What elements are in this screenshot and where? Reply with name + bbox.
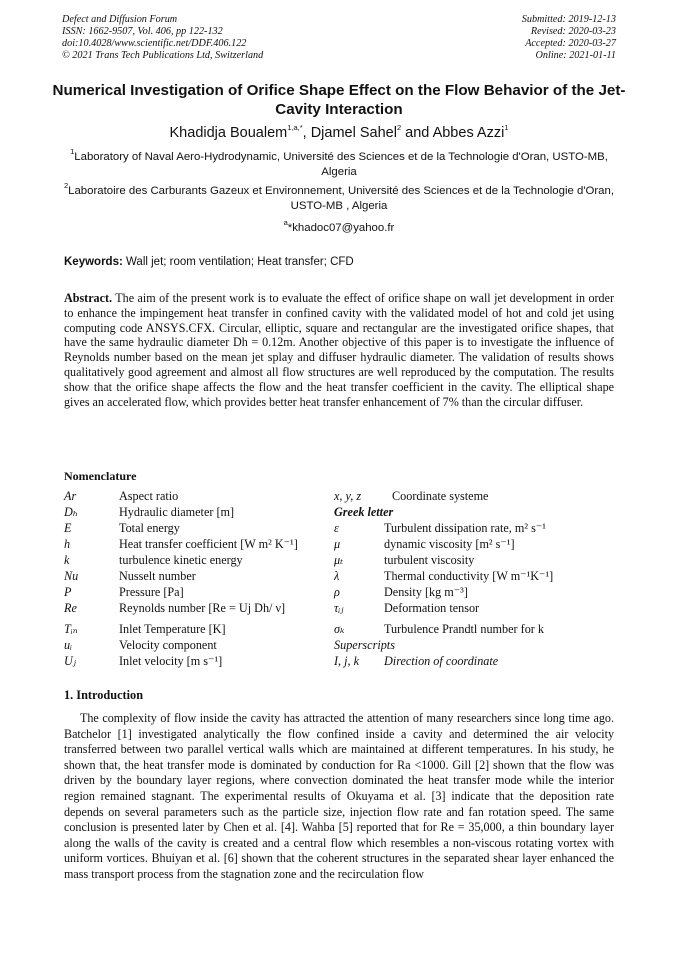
nomenclature-row — [64, 600, 334, 616]
nomenclature-row — [334, 600, 614, 616]
nomenclature-symbol: h — [64, 537, 71, 551]
introduction-paragraph: The complexity of flow inside the cavity has attracted the attention of many researchers since long time ago. Batchelor [1] investigated analytically the flow confined inside a cavity and determined the air velocity transferred between two parallel vertical walls which are maintained at different temperatures. In his study, he shown that, the heat transfer mode is dominated by conduction for Ra <1000. Gill [2] shown that the flow was driven by the boundary layer regions, where convection dominated the heat transfer mode while the interior region remained stagnant. The experimental results of Okuyama et al. [3] indicate that the deposition rate depends on several parameters such as the particle size, injection flow rate and fan rotation speed. The same conclusion is presented later by Chen et al. [4]. Wahba [5] reported that for Re = 35,000, a thin boundary layer along the walls of the cavity is created and a central flow which resembles a non-viscous rotating vortex with uniform vortices. Bhuiyan et al. [6] shown that the coherent structures in the separated shear layer enhanced the mass transport process from the stagnation zone and the recirculation flow — [64, 711, 614, 881]
nomenclature-description: Inlet velocity [m s⁻¹] — [119, 654, 223, 668]
affiliation-1 — [60, 147, 618, 179]
nomenclature-row — [334, 653, 614, 669]
nomenclature-symbol: σₖ — [334, 622, 345, 636]
nomenclature-symbol: Tᵢₙ — [64, 622, 78, 636]
nomenclature-description: Thermal conductivity [W m⁻¹K⁻¹] — [384, 569, 554, 583]
nomenclature-row — [64, 520, 334, 536]
author-2: , Djamel Sahel — [302, 125, 397, 141]
nomenclature-symbol: Dₕ — [64, 505, 79, 519]
nomenclature-description: Pressure [Pa] — [119, 585, 184, 599]
author-1-sup: 1,a,* — [287, 123, 303, 133]
nomenclature-symbol: uᵢ — [64, 638, 73, 652]
nomenclature-row — [64, 488, 334, 504]
nomenclature-row — [334, 536, 614, 552]
nomenclature-description: Inlet Temperature [K] — [119, 622, 226, 636]
paper-title: Numerical Investigation of Orifice Shape Effect on the Flow Behavior of the Jet-Cavity Interaction — [52, 82, 626, 118]
nomenclature-title: Nomenclature — [64, 469, 137, 483]
nomenclature-symbol: Ar — [64, 489, 77, 503]
superscripts-heading: Superscripts — [334, 638, 395, 652]
abstract-label: Abstract. — [64, 291, 113, 305]
corresponding-email — [60, 218, 618, 234]
nomenclature-description: Turbulence Prandtl number for k — [384, 622, 544, 636]
nomenclature-symbol: k — [64, 553, 70, 567]
nomenclature-row — [64, 637, 334, 653]
nomenclature-description: dynamic viscosity [m² s⁻¹] — [384, 537, 515, 551]
nomenclature-description: Aspect ratio — [119, 489, 179, 503]
nomenclature-description: Deformation tensor — [384, 601, 480, 615]
nomenclature-left-column — [64, 488, 334, 669]
nomenclature-row — [334, 621, 614, 637]
nomenclature-row — [334, 552, 614, 568]
keywords-text: Wall jet; room ventilation; Heat transfer; CFD — [122, 256, 354, 268]
nomenclature-right-column — [334, 488, 614, 669]
affiliation-1-sup: 1 — [70, 147, 75, 157]
nomenclature-row — [334, 488, 614, 504]
revised-date: Revised: 2020-03-23 — [530, 26, 616, 37]
nomenclature-description: Nusselt number — [119, 569, 196, 583]
author-list — [40, 124, 638, 142]
keywords-label: Keywords: — [64, 256, 123, 268]
nomenclature-symbol: μₜ — [334, 553, 344, 567]
online-date: Online: 2021-01-11 — [535, 50, 616, 61]
nomenclature-description: turbulence kinetic energy — [119, 553, 243, 567]
affiliation-2 — [60, 181, 618, 213]
journal-name: Defect and Diffusion Forum — [62, 14, 178, 25]
dates-header — [522, 14, 616, 62]
nomenclature-symbol: μ — [334, 537, 341, 551]
nomenclature-description: Heat transfer coefficient [W m² K⁻¹] — [119, 537, 298, 551]
nomenclature-row — [64, 568, 334, 584]
doi-line: doi:10.4028/www.scientific.net/DDF.406.122 — [62, 38, 247, 49]
accepted-date: Accepted: 2020-03-27 — [525, 38, 616, 49]
nomenclature-row — [64, 621, 334, 637]
section-heading-introduction: 1. Introduction — [64, 688, 144, 702]
nomenclature-symbol: I, j, k — [334, 654, 360, 668]
nomenclature-row — [334, 637, 614, 653]
nomenclature-description: Turbulent dissipation rate, m² s⁻¹ — [384, 521, 546, 535]
nomenclature-row — [334, 504, 614, 520]
nomenclature-symbol: Nu — [64, 569, 79, 583]
nomenclature-symbol: P — [64, 585, 72, 599]
submitted-date: Submitted: 2019-12-13 — [521, 14, 616, 25]
keywords-line — [64, 256, 354, 268]
nomenclature-row — [64, 552, 334, 568]
email-address[interactable]: *khadoc07@yahoo.fr — [287, 222, 395, 234]
author-3: and Abbes Azzi — [401, 125, 505, 141]
nomenclature-symbol: Uⱼ — [64, 654, 77, 668]
nomenclature-row — [334, 584, 614, 600]
abstract-paragraph — [64, 291, 614, 409]
nomenclature-description: turbulent viscosity — [384, 553, 475, 567]
nomenclature-symbol: λ — [334, 569, 340, 583]
nomenclature-row — [64, 584, 334, 600]
nomenclature-symbol: ε — [334, 521, 339, 535]
nomenclature-symbol: E — [64, 521, 72, 535]
nomenclature-row — [64, 653, 334, 669]
affiliation-2-sup: 2 — [63, 181, 69, 191]
nomenclature-description: Coordinate systeme — [392, 489, 489, 503]
affiliation-2-text: Laboratoire des Carburants Gazeux et Environnement, Université des Sciences et de la Technologie d'Oran, USTO-MB , Algeria — [68, 185, 615, 212]
nomenclature-row — [334, 568, 614, 584]
email-sup: a — [283, 218, 288, 228]
nomenclature-symbol: ρ — [334, 585, 340, 599]
nomenclature-description: Velocity component — [119, 638, 217, 652]
nomenclature-description: Reynolds number [Re = Uj Dh/ ν] — [119, 601, 286, 615]
issn-line: ISSN: 1662-9507, Vol. 406, pp 122-132 — [62, 26, 223, 37]
affiliation-1-text: Laboratory of Naval Aero-Hydrodynamic, Université des Sciences et de la Technologie d'Oran, USTO-MB, Algeria — [74, 151, 608, 178]
greek-letter-heading: Greek letter — [334, 505, 394, 519]
author-3-sup: 1 — [504, 123, 509, 133]
nomenclature-description: Direction of coordinate — [384, 654, 499, 668]
nomenclature-row — [334, 520, 614, 536]
nomenclature-symbol: Re — [64, 601, 77, 615]
nomenclature-description: Density [kg m⁻³] — [384, 585, 468, 599]
nomenclature-row — [64, 504, 334, 520]
nomenclature-symbol: τᵢⱼ — [334, 601, 344, 615]
nomenclature-description: Hydraulic diameter [m] — [119, 505, 235, 519]
nomenclature-row — [64, 536, 334, 552]
author-1: Khadidja Boualem — [169, 125, 288, 141]
nomenclature-description: Total energy — [119, 521, 180, 535]
abstract-text: The aim of the present work is to evaluate the effect of orifice shape on wall jet development in order to enhance the impingement heat transfer in confined cavity with the validated model of hot and cold jet using computing code ANSYS.CFX. Circular, elliptic, square and rectangular are the investigated orifice shapes, that have the same hydraulic diameter Dh = 0.12m. Another objective of this paper is to investigate the influence of Reynolds number based on the mean jet splay and diffuser hydraulic diameter. The validation of results shows qualitatively good agreement and almost all flow structures are well reproduced by the computation. The results show that the orifice shape affects the flow and the heat transfer coefficient in the cavity. The elliptical shape gives an accelerated flow, which provides better heat transfer enhancement of 7% than the circular diffuser. — [64, 291, 614, 409]
copyright-line: © 2021 Trans Tech Publications Ltd, Switzerland — [62, 50, 264, 61]
journal-header — [62, 14, 263, 62]
nomenclature-symbol: x, y, z — [334, 489, 362, 503]
author-2-sup: 2 — [396, 123, 402, 133]
